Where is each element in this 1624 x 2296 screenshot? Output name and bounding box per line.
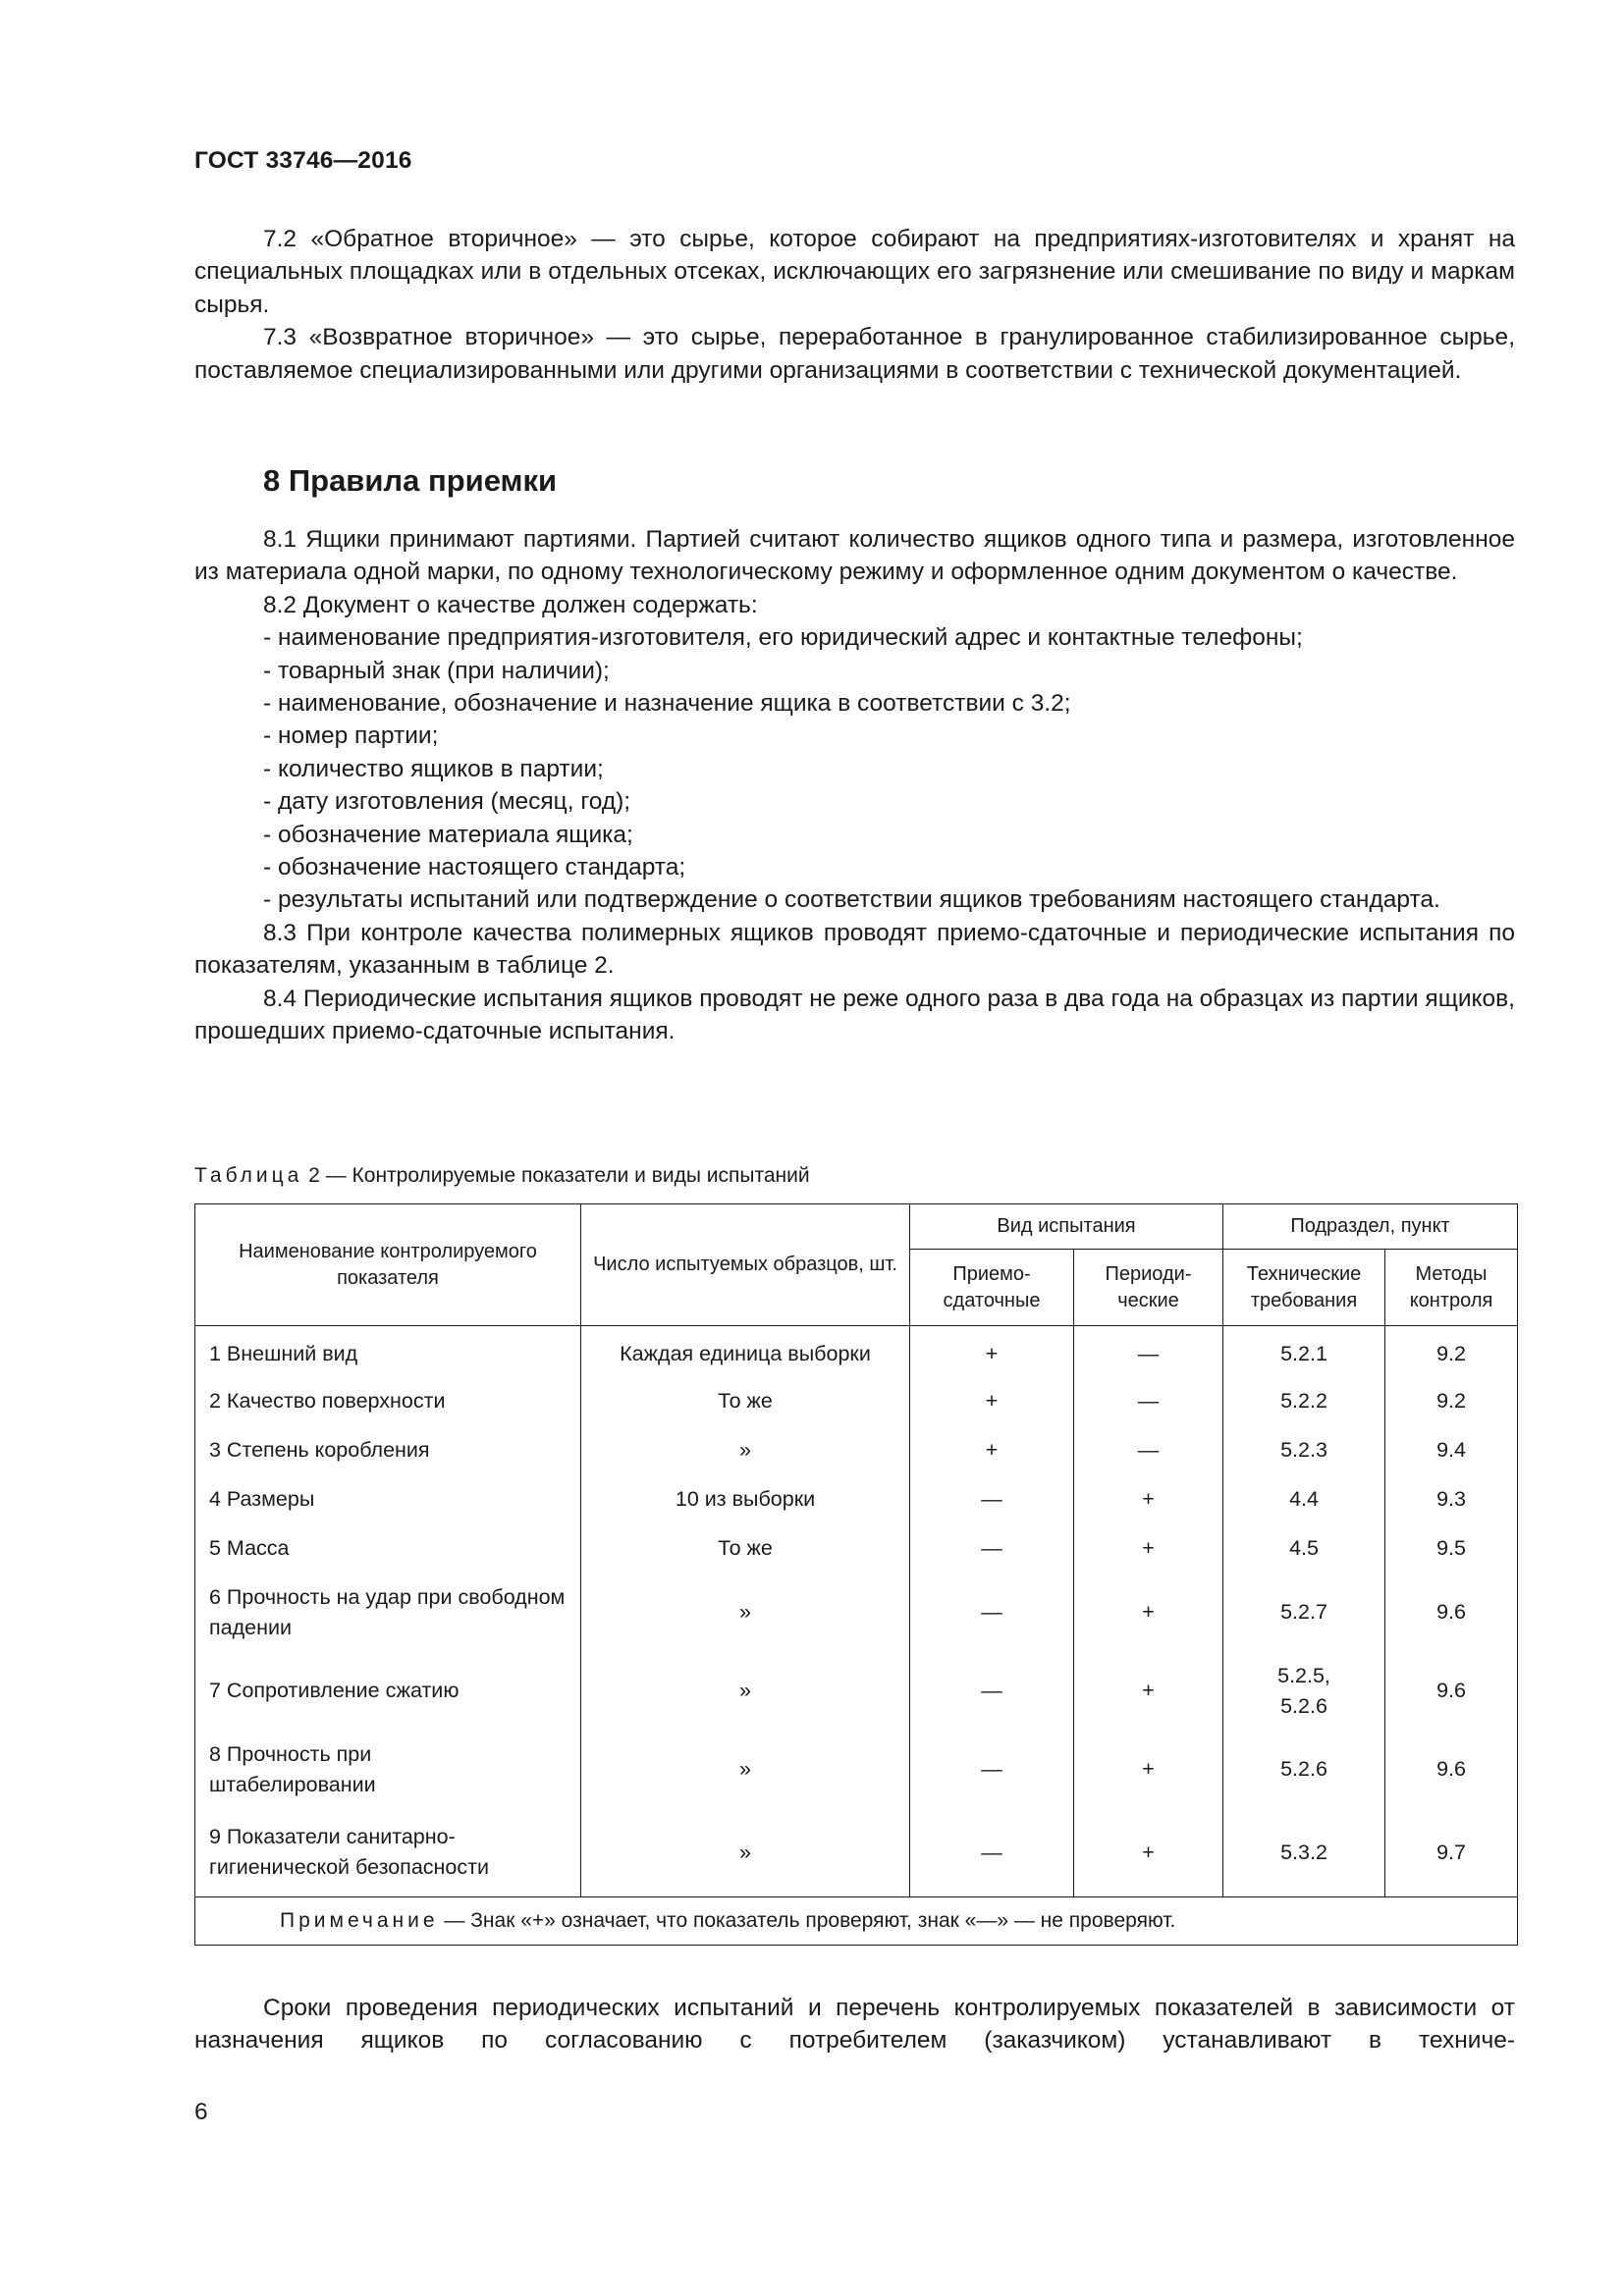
table-row bbox=[195, 1652, 1518, 1731]
cell-method: 9.2 bbox=[1385, 1326, 1518, 1377]
cell-requirements: 5.3.2 bbox=[1223, 1809, 1385, 1897]
paragraph-7-2: 7.2 «Обратное вторичное» — это сырье, которое собирают на предприятиях-изготовителях и хранят на специальных площадках или в отдельных отсеках, исключающих его загрязнение или смешивание по виду и маркам сырья. bbox=[194, 226, 1515, 318]
list-item: - номер партии; bbox=[263, 722, 439, 750]
cell-name: 8 Прочность при штабелировании bbox=[195, 1731, 581, 1809]
cell-requirements: 5.2.3 bbox=[1223, 1426, 1385, 1475]
section-8-heading-wrap bbox=[194, 461, 1515, 501]
paragraph-7-3: 7.3 «Возвратное вторичное» — это сырье, переработанное в гранулированное стабилизированное сырье, поставляемое специализированными или другими организациями в соответствии с технической документацией. bbox=[194, 324, 1515, 384]
list-item: - обозначение настоящего стандарта; bbox=[263, 854, 686, 881]
cell-periodic: + bbox=[1074, 1475, 1223, 1524]
cell-method: 9.7 bbox=[1385, 1809, 1518, 1897]
cell-samples: » bbox=[581, 1731, 910, 1809]
header-subsection: Подраздел, пункт bbox=[1223, 1204, 1518, 1250]
cell-periodic: + bbox=[1074, 1809, 1223, 1897]
cell-periodic: — bbox=[1074, 1377, 1223, 1426]
paragraph-8-1: 8.1 Ящики принимают партиями. Партией считают количество ящиков одного типа и размера, изготовленное из материала одной марки, по одному технологическому режиму и оформленное одним документом о качестве. bbox=[194, 526, 1515, 586]
section-8-text bbox=[194, 523, 1515, 1048]
table-row bbox=[195, 1377, 1518, 1426]
cell-requirements: 5.2.5, 5.2.6 bbox=[1223, 1652, 1385, 1731]
cell-samples: То же bbox=[581, 1377, 910, 1426]
cell-samples: » bbox=[581, 1574, 910, 1652]
page-number: 6 bbox=[194, 2099, 208, 2125]
cell-method: 9.6 bbox=[1385, 1652, 1518, 1731]
cell-samples: Каждая единица выборки bbox=[581, 1326, 910, 1377]
cell-method: 9.6 bbox=[1385, 1731, 1518, 1809]
inspection-table bbox=[194, 1203, 1518, 1946]
cell-method: 9.5 bbox=[1385, 1524, 1518, 1574]
cell-method: 9.2 bbox=[1385, 1377, 1518, 1426]
cell-samples: » bbox=[581, 1426, 910, 1475]
cell-name: 5 Масса bbox=[195, 1524, 581, 1574]
cell-acceptance: + bbox=[910, 1377, 1074, 1426]
cell-name: 6 Прочность на удар при свободном падении bbox=[195, 1574, 581, 1652]
table-row bbox=[195, 1809, 1518, 1897]
cell-requirements: 4.5 bbox=[1223, 1524, 1385, 1574]
document-code: ГОСТ 33746—2016 bbox=[194, 147, 412, 174]
cell-acceptance: + bbox=[910, 1426, 1074, 1475]
cell-name: 1 Внешний вид bbox=[195, 1326, 581, 1377]
cell-periodic: — bbox=[1074, 1426, 1223, 1475]
cell-periodic: + bbox=[1074, 1524, 1223, 1574]
cell-acceptance: — bbox=[910, 1475, 1074, 1524]
list-item: - товарный знак (при наличии); bbox=[263, 657, 610, 684]
cell-requirements: 5.2.1 bbox=[1223, 1326, 1385, 1377]
list-item: - количество ящиков в партии; bbox=[263, 755, 604, 782]
cell-periodic: + bbox=[1074, 1731, 1223, 1809]
table-note-label: Примечание bbox=[280, 1909, 439, 1932]
cell-periodic: + bbox=[1074, 1574, 1223, 1652]
cell-requirements: 5.2.7 bbox=[1223, 1574, 1385, 1652]
cell-acceptance: — bbox=[910, 1524, 1074, 1574]
tail-text bbox=[194, 1992, 1515, 2057]
cell-method: 9.6 bbox=[1385, 1574, 1518, 1652]
cell-name: 2 Качество поверхности bbox=[195, 1377, 581, 1426]
list-item: - результаты испытаний или подтверждение о соответствии ящиков требованиям настоящего стандарта. bbox=[263, 886, 1440, 914]
table-row bbox=[195, 1524, 1518, 1574]
cell-method: 9.3 bbox=[1385, 1475, 1518, 1524]
header-methods: Методы контроля bbox=[1385, 1250, 1518, 1326]
table-row bbox=[195, 1574, 1518, 1652]
header-samples: Число испытуемых образцов, шт. bbox=[581, 1204, 910, 1326]
cell-acceptance: — bbox=[910, 1652, 1074, 1731]
cell-samples: То же bbox=[581, 1524, 910, 1574]
section-7-text bbox=[194, 223, 1515, 387]
cell-method: 9.4 bbox=[1385, 1426, 1518, 1475]
paragraph-8-3: 8.3 При контроле качества полимерных ящиков проводят приемо-сдаточные и периодические испытания по показателям, указанным в таблице 2. bbox=[194, 919, 1515, 980]
cell-acceptance: — bbox=[910, 1574, 1074, 1652]
cell-requirements: 5.2.2 bbox=[1223, 1377, 1385, 1426]
table-note bbox=[195, 1897, 1518, 1946]
cell-periodic: — bbox=[1074, 1326, 1223, 1377]
header-acceptance: Приемо-сдаточные bbox=[910, 1250, 1074, 1326]
table-row bbox=[195, 1475, 1518, 1524]
section-heading: 8 Правила приемки bbox=[263, 463, 558, 498]
cell-acceptance: + bbox=[910, 1326, 1074, 1377]
table-caption-text: 2 — Контролируемые показатели и виды испытаний bbox=[302, 1164, 810, 1187]
cell-name: 7 Сопротивление сжатию bbox=[195, 1652, 581, 1731]
cell-acceptance: — bbox=[910, 1809, 1074, 1897]
cell-samples: » bbox=[581, 1652, 910, 1731]
cell-samples: » bbox=[581, 1809, 910, 1897]
cell-requirements: 5.2.6 bbox=[1223, 1731, 1385, 1809]
table-row bbox=[195, 1426, 1518, 1475]
header-periodic: Периоди-ческие bbox=[1074, 1250, 1223, 1326]
table-caption-label: Таблица bbox=[194, 1164, 303, 1187]
header-requirements: Технические требования bbox=[1223, 1250, 1385, 1326]
paragraph-8-4: 8.4 Периодические испытания ящиков проводят не реже одного раза в два года на образцах из партии ящиков, прошедших приемо-сдаточные испытания. bbox=[194, 985, 1515, 1045]
cell-name: 4 Размеры bbox=[195, 1475, 581, 1524]
list-item: - обозначение материала ящика; bbox=[263, 821, 633, 848]
cell-acceptance: — bbox=[910, 1731, 1074, 1809]
paragraph-8-2: 8.2 Документ о качестве должен содержать: bbox=[263, 591, 758, 618]
cell-samples: 10 из выборки bbox=[581, 1475, 910, 1524]
list-item: - наименование, обозначение и назначение ящика в соответствии с 3.2; bbox=[263, 690, 1071, 718]
cell-periodic: + bbox=[1074, 1652, 1223, 1731]
table-caption bbox=[194, 1162, 810, 1190]
list-item: - наименование предприятия-изготовителя, его юридический адрес и контактные телефоны; bbox=[263, 624, 1303, 652]
paragraph-tail: Сроки проведения периодических испытаний и перечень контролируемых показателей в зависимости от назначения ящиков по согласованию с потребителем (заказчиком) устанавливают в техниче- bbox=[194, 1995, 1515, 2055]
cell-name: 9 Показатели санитарно-гигиенической безопасности bbox=[195, 1809, 581, 1897]
table-note-text: — Знак «+» означает, что показатель проверяют, знак «—» — не проверяют. bbox=[438, 1909, 1176, 1932]
cell-name: 3 Степень коробления bbox=[195, 1426, 581, 1475]
cell-requirements: 4.4 bbox=[1223, 1475, 1385, 1524]
table-row bbox=[195, 1731, 1518, 1809]
header-name: Наименование контролируемого показателя bbox=[195, 1204, 581, 1326]
table-row bbox=[195, 1326, 1518, 1377]
list-item: - дату изготовления (месяц, год); bbox=[263, 788, 631, 816]
header-test-type: Вид испытания bbox=[910, 1204, 1223, 1250]
